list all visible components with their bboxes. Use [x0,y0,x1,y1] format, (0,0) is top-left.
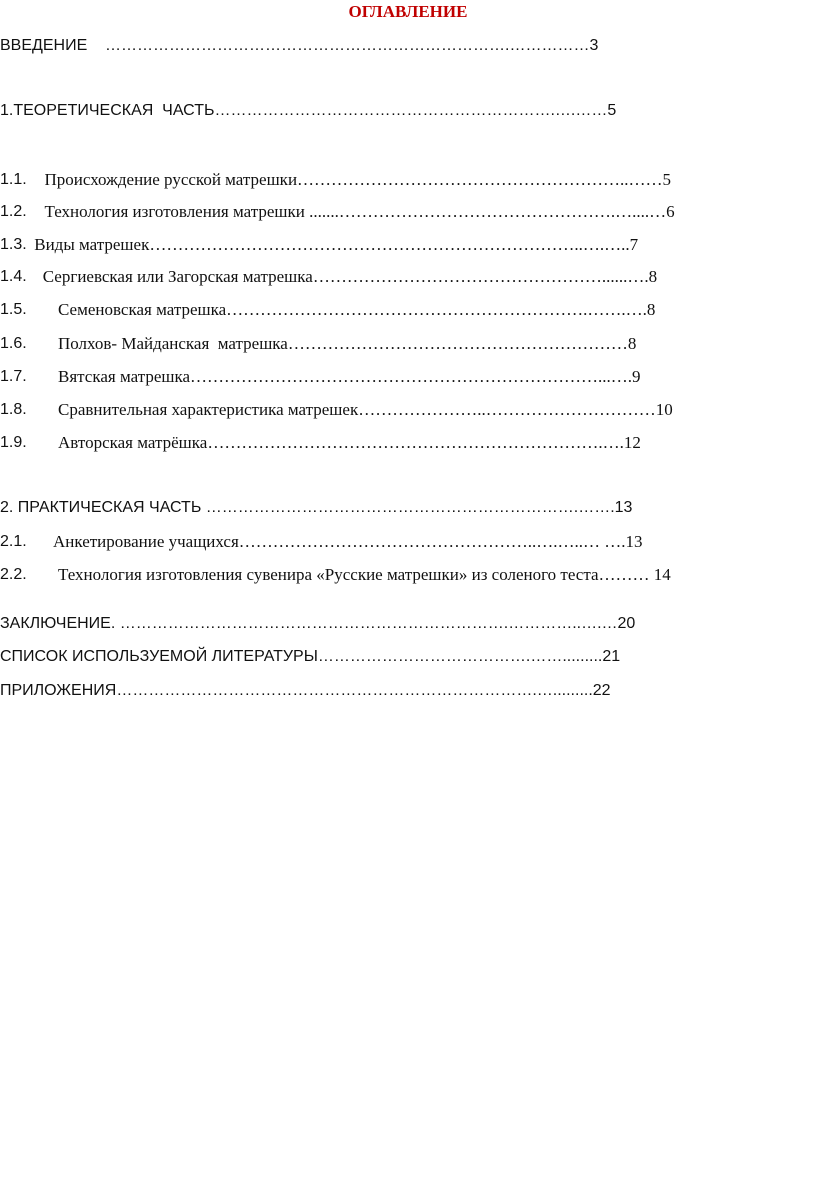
toc-entry-practical-part: 2. ПРАКТИЧЕСКАЯ ЧАСТЬ …………………………………………………………….…….13 [0,499,633,516]
toc-title: Семеновская матрешка……………………………………………………….…….….8 [58,300,656,319]
toc-title: Технология изготовления матрешки .......………………………………………….…....…6 [36,202,675,221]
toc-number: 2.1. [0,533,27,550]
toc-entry-2-1 [0,532,643,552]
page-title: ОГЛАВЛЕНИЕ [348,2,468,21]
toc-entry-2-2 [0,565,671,585]
toc-number: 1.3. [0,236,27,253]
toc-entry-introduction: ВВЕДЕНИЕ ………………………………………………………………….……………3 [0,37,599,54]
toc-entry-references: СПИСОК ИСПОЛЬЗУЕМОЙ ЛИТЕРАТУРЫ………………………………….…….........21 [0,648,621,665]
toc-entry-1-7 [0,367,641,387]
toc-title: Технология изготовления сувенира «Русские матрешки» из соленого теста……… 14 [58,565,671,584]
toc-number: 1.1. [0,171,27,188]
toc-entry-appendices: ПРИЛОЖЕНИЯ…………………………………………………………………….….........22 [0,682,611,699]
toc-number: 1.6. [0,335,27,352]
toc-number: 1.8. [0,401,27,418]
toc-title: Виды матрешек…………………………………………………………………..….…..7 [30,235,639,254]
toc-title: Происхождение русской матрешки…………………………………………………..……5 [36,170,672,189]
toc-title: Сергиевская или Загорская матрешка……………………………………………......….8 [30,267,658,286]
toc-entry-conclusion: ЗАКЛЮЧЕНИЕ. ……………………………………………………………….…………..….…20 [0,615,636,632]
toc-entry-1-5 [0,300,655,320]
toc-title: Анкетирование учащихся……………………………………………..….…..… ….13 [53,532,643,551]
toc-entry-1-8 [0,400,673,420]
toc-entry-1-3 [0,235,638,255]
toc-number: 1.4. [0,268,27,285]
toc-number: 2.2. [0,566,27,583]
toc-number: 1.5. [0,301,27,318]
toc-entry-theory-part: 1.ТЕОРЕТИЧЕСКАЯ ЧАСТЬ……………………………………………………….….……5 [0,102,617,119]
toc-title: Авторская матрёшка…………………………………………………………….….12 [58,433,641,452]
toc-entry-1-1 [0,170,671,190]
toc-number: 1.9. [0,434,27,451]
toc-entry-1-6 [0,334,636,354]
toc-title: Полхов- Майданская матрешка……………………………………………………8 [58,334,637,353]
toc-title: Сравнительная характеристика матрешек…………………..…………………………10 [58,400,673,419]
toc-entry-1-4 [0,267,657,287]
toc-number: 1.2. [0,203,27,220]
toc-title: Вятская матрешка………………………………………………………………...….9 [58,367,641,386]
toc-number: 1.7. [0,368,27,385]
toc-entry-1-9 [0,433,641,453]
toc-entry-1-2 [0,202,675,222]
